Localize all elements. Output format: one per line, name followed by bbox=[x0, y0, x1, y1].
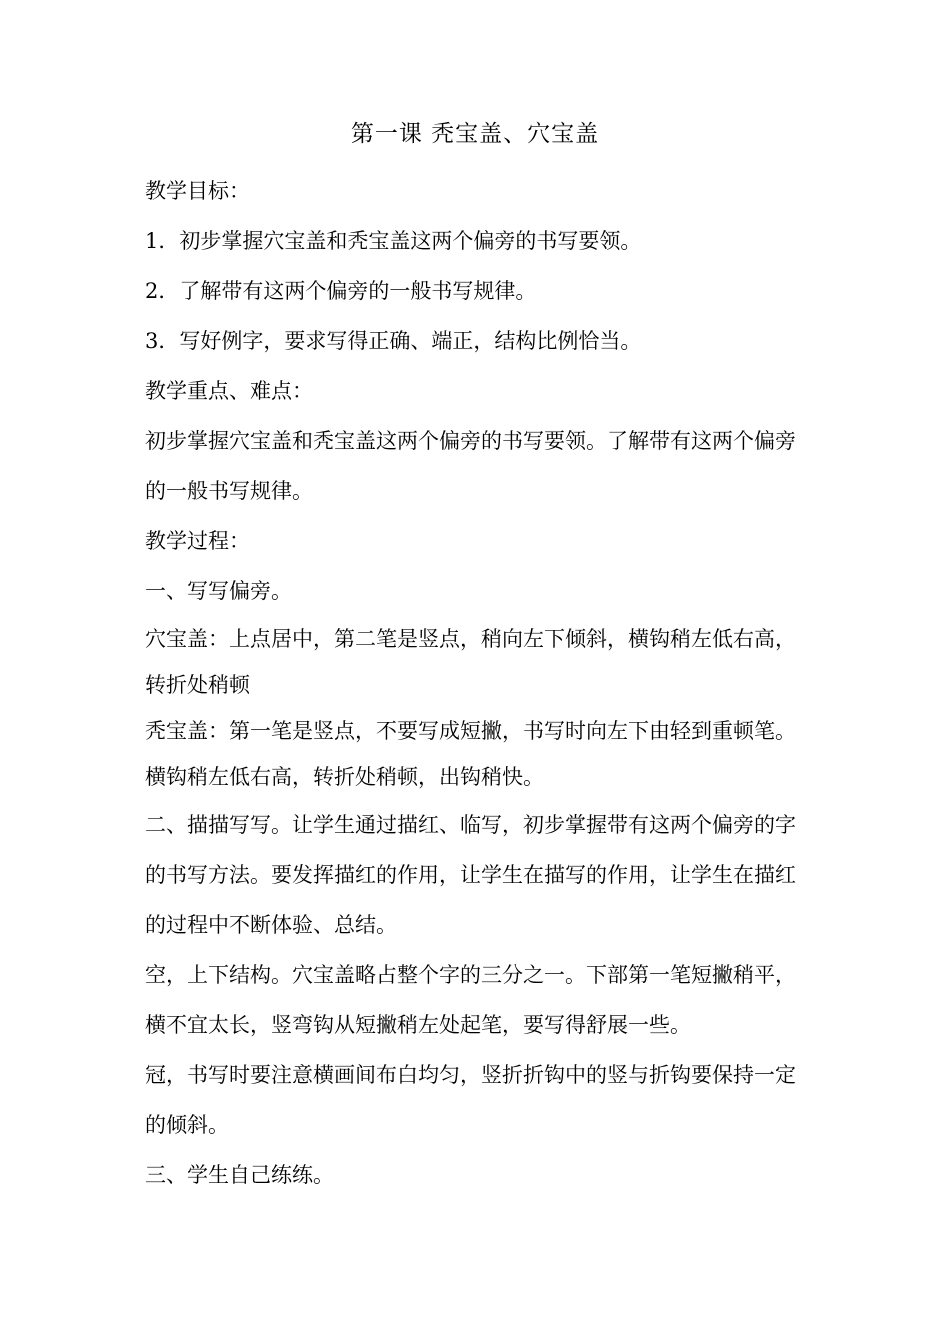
objective-item-3: 3．写好例字，要求写得正确、端正，结构比例恰当。 bbox=[145, 329, 642, 353]
section-heading-process: 教学过程： bbox=[145, 529, 250, 553]
key-points-paragraph: 初步掌握穴宝盖和秃宝盖这两个偏旁的书写要领。了解带有这两个偏旁的一般书写规律。 bbox=[145, 429, 796, 503]
example-char-kong: 空，上下结构。穴宝盖略占整个字的三分之一。下部第一笔短撇稍平，横不宜太长，竖弯钩从短撇稍左处起笔，要写得舒展一些。 bbox=[145, 963, 796, 1037]
step-heading-1: 一、写写偏旁。 bbox=[145, 579, 292, 603]
lesson-title: 第一课 秃宝盖、穴宝盖 bbox=[350, 121, 600, 147]
step-paragraph-2: 二、描描写写。让学生通过描红、临写，初步掌握带有这两个偏旁的字的书写方法。要发挥描红的作用，让学生在描写的作用，让学生在描红的过程中不断体验、总结。 bbox=[145, 813, 796, 937]
example-char-guan: 冠，书写时要注意横画间布白均匀，竖折折钩中的竖与折钩要保持一定的倾斜。 bbox=[145, 1063, 796, 1137]
radical-description-tu: 秃宝盖：第一笔是竖点，不要写成短撇，书写时向左下由轻到重顿笔。横钩稍左低右高，转折处稍顿，出钩稍快。 bbox=[145, 719, 796, 789]
section-heading-key-points: 教学重点、难点： bbox=[145, 379, 313, 403]
objective-item-1: 1．初步掌握穴宝盖和秃宝盖这两个偏旁的书写要领。 bbox=[145, 229, 642, 253]
lesson-body bbox=[145, 166, 813, 1200]
objective-item-2: 2．了解带有这两个偏旁的一般书写规律。 bbox=[145, 279, 537, 303]
section-heading-objectives: 教学目标： bbox=[145, 179, 250, 203]
step-heading-3: 三、学生自己练练。 bbox=[145, 1163, 334, 1187]
radical-description-xue: 穴宝盖：上点居中，第二笔是竖点，稍向左下倾斜，横钩稍左低右高，转折处稍顿 bbox=[145, 627, 796, 697]
